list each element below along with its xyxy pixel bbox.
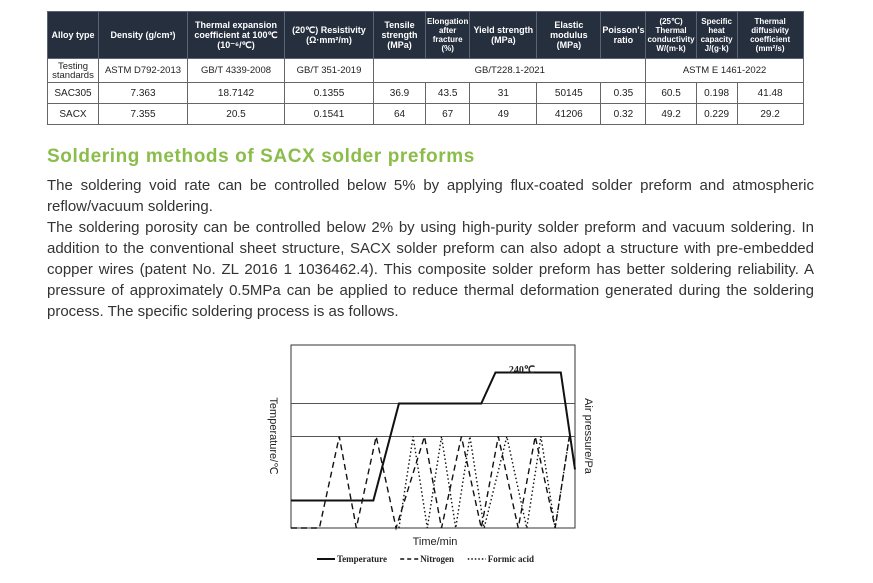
paragraph-void-rate: The soldering void rate can be controlled below 5% by applying flux-coated solder preform and atmospheric reflow/vacuum soldering. — [47, 177, 814, 215]
header-yield-strength: Yield strength (MPa) — [470, 12, 537, 59]
table-cell: 29.2 — [737, 104, 803, 125]
table-cell: 67 — [426, 104, 470, 125]
table-cell: 49 — [470, 104, 537, 125]
table-cell: 0.198 — [696, 83, 737, 104]
table-cell: 41206 — [537, 104, 601, 125]
legend-label: Formic acid — [487, 554, 535, 564]
standard-thermal-expansion: GB/T 4339-2008 — [188, 59, 285, 83]
y-axis-label-right: Air pressure/Pa — [582, 398, 594, 474]
soldering-process-chart — [260, 338, 594, 573]
header-tensile-strength: Tensile strength (MPa) — [374, 12, 426, 59]
paragraph-porosity: The soldering porosity can be controlled below 2% by using high-purity solder preform and vacuum soldering. In addition to the conventional sheet structure, SACX solder preform can also adopt a structure with pre-embedded copper wires (patent No. ZL 2016 1 1036462.4). This composite solder preform has better soldering reliability. A pressure of approximately 0.5MPa can be applied to reduce thermal deformation generated during the soldering process. The specific soldering process is as follows. — [47, 219, 814, 320]
table-cell: 64 — [374, 104, 426, 125]
table-row — [48, 59, 804, 83]
grid-lines — [291, 404, 575, 437]
standard-mechanical: GB/T228.1-2021 — [374, 59, 646, 83]
header-thermal-conductivity: (25℃) Thermal conductivity W/(m·k) — [646, 12, 696, 59]
table-row — [48, 83, 804, 104]
standard-resistivity: GB/T 351-2019 — [285, 59, 374, 83]
table-cell: 60.5 — [646, 83, 696, 104]
table-cell: 20.5 — [188, 104, 285, 125]
header-alloy-type: Alloy type — [48, 12, 99, 59]
legend-label: Temperature — [337, 554, 387, 564]
table-cell: 0.35 — [601, 83, 646, 104]
series-nitrogen — [291, 437, 569, 529]
header-elastic-modulus: Elastic modulus (MPa) — [537, 12, 601, 59]
y-axis-label-left: Temperature/℃ — [267, 397, 279, 475]
table-cell: 49.2 — [646, 104, 696, 125]
series-lines — [291, 372, 575, 528]
header-resistivity: (20℃) Resistivity (Ω·mm²/m) — [285, 12, 374, 59]
table-cell: 50145 — [537, 83, 601, 104]
properties-table — [47, 11, 804, 125]
legend-label: Nitrogen — [420, 554, 455, 564]
table-cell: 41.48 — [737, 83, 803, 104]
table-cell: 0.1541 — [285, 104, 374, 125]
chart-legend — [317, 554, 534, 564]
x-axis-label: Time/min — [412, 536, 458, 548]
header-specific-heat: Specific heat capacity J/(g·k) — [696, 12, 737, 59]
table-cell: SAC305 — [48, 83, 99, 104]
header-poissons-ratio: Poisson's ratio — [601, 12, 646, 59]
header-thermal-expansion: Thermal expansion coefficient at 100℃ (10⁻⁶/℃) — [188, 12, 285, 59]
standard-density: ASTM D792-2013 — [99, 59, 188, 83]
table-cell: 36.9 — [374, 83, 426, 104]
table-cell: 31 — [470, 83, 537, 104]
section-heading: Soldering methods of SACX solder preforms — [47, 146, 475, 167]
standards-label: Testing standards — [48, 59, 99, 83]
table-cell: 0.32 — [601, 104, 646, 125]
header-elongation: Elongation after fracture (%) — [426, 12, 470, 59]
table-cell: 18.7142 — [188, 83, 285, 104]
table-header-row — [48, 12, 804, 59]
header-thermal-diffusivity: Thermal diffusivity coefficient (mm²/s) — [737, 12, 803, 59]
table-row — [48, 104, 804, 125]
table-cell: 7.355 — [99, 104, 188, 125]
standard-thermal: ASTM E 1461-2022 — [646, 59, 803, 83]
peak-temperature-annotation: 240℃ — [508, 365, 536, 376]
table-cell: 0.229 — [696, 104, 737, 125]
table-cell: SACX — [48, 104, 99, 125]
table-cell: 0.1355 — [285, 83, 374, 104]
table-cell: 43.5 — [426, 83, 470, 104]
header-density: Density (g/cm³) — [99, 12, 188, 59]
table-cell: 7.363 — [99, 83, 188, 104]
